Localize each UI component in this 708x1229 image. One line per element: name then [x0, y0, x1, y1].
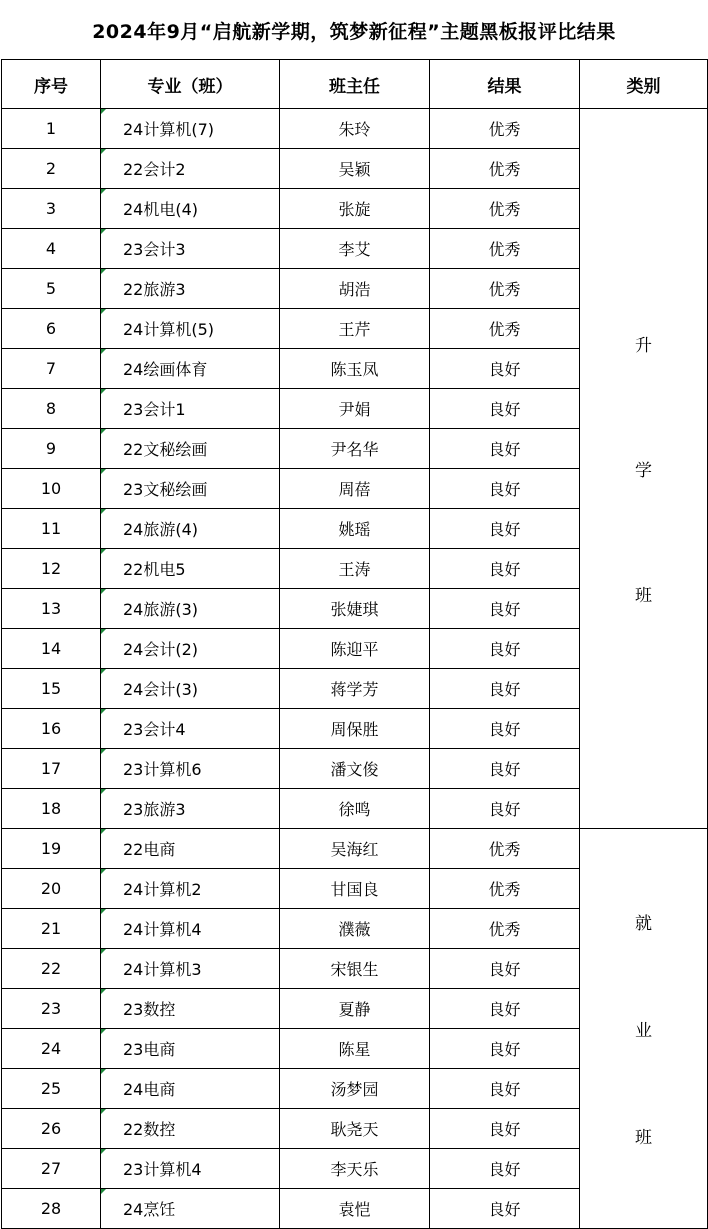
row-result: 优秀 — [430, 109, 580, 149]
category-char: 学 — [635, 461, 652, 481]
row-teacher: 袁恺 — [280, 1189, 430, 1229]
row-teacher: 蒋学芳 — [280, 669, 430, 709]
row-class: 22文秘绘画 — [101, 429, 280, 469]
row-teacher: 王涛 — [280, 549, 430, 589]
row-result: 优秀 — [430, 829, 580, 869]
row-number: 14 — [2, 629, 101, 669]
header-category: 类别 — [580, 60, 708, 109]
row-number: 27 — [2, 1149, 101, 1189]
header-no: 序号 — [2, 60, 101, 109]
table-row — [2, 829, 708, 869]
row-teacher: 夏静 — [280, 989, 430, 1029]
row-teacher: 陈玉凤 — [280, 349, 430, 389]
row-result: 良好 — [430, 1109, 580, 1149]
row-class: 23会计4 — [101, 709, 280, 749]
row-result: 良好 — [430, 549, 580, 589]
row-result: 优秀 — [430, 869, 580, 909]
row-result: 良好 — [430, 509, 580, 549]
row-class: 22旅游3 — [101, 269, 280, 309]
row-teacher: 耿尧天 — [280, 1109, 430, 1149]
row-class: 22电商 — [101, 829, 280, 869]
row-class: 24计算机2 — [101, 869, 280, 909]
row-teacher: 汤梦园 — [280, 1069, 430, 1109]
row-number: 6 — [2, 309, 101, 349]
row-number: 20 — [2, 869, 101, 909]
row-number: 8 — [2, 389, 101, 429]
page-title: 2024年9月“启航新学期，筑梦新征程”主题黑板报评比结果 — [92, 20, 616, 43]
row-teacher: 李天乐 — [280, 1149, 430, 1189]
row-teacher: 张旋 — [280, 189, 430, 229]
row-teacher: 陈星 — [280, 1029, 430, 1069]
row-class: 24机电(4) — [101, 189, 280, 229]
row-class: 23旅游3 — [101, 789, 280, 829]
row-class: 23会计3 — [101, 229, 280, 269]
row-teacher: 尹娟 — [280, 389, 430, 429]
category-label — [580, 909, 707, 1148]
row-teacher: 胡浩 — [280, 269, 430, 309]
row-number: 16 — [2, 709, 101, 749]
category-char: 就 — [635, 914, 652, 934]
row-teacher: 周保胜 — [280, 709, 430, 749]
row-number: 9 — [2, 429, 101, 469]
row-teacher: 吴海红 — [280, 829, 430, 869]
row-result: 良好 — [430, 589, 580, 629]
row-result: 良好 — [430, 429, 580, 469]
row-number: 10 — [2, 469, 101, 509]
table-row — [2, 109, 708, 149]
header-row — [2, 60, 708, 109]
row-number: 2 — [2, 149, 101, 189]
row-class: 24旅游(4) — [101, 509, 280, 549]
row-number: 23 — [2, 989, 101, 1029]
row-result: 优秀 — [430, 909, 580, 949]
results-table — [1, 59, 708, 1229]
row-number: 24 — [2, 1029, 101, 1069]
row-result: 良好 — [430, 669, 580, 709]
row-class: 22机电5 — [101, 549, 280, 589]
row-teacher: 李艾 — [280, 229, 430, 269]
row-class: 24烹饪 — [101, 1189, 280, 1229]
row-number: 15 — [2, 669, 101, 709]
row-result: 良好 — [430, 749, 580, 789]
row-teacher: 陈迎平 — [280, 629, 430, 669]
row-result: 良好 — [430, 709, 580, 749]
row-result: 优秀 — [430, 229, 580, 269]
row-teacher: 周蓓 — [280, 469, 430, 509]
row-result: 良好 — [430, 629, 580, 669]
row-result: 良好 — [430, 1029, 580, 1069]
row-class: 24会计(2) — [101, 629, 280, 669]
row-number: 22 — [2, 949, 101, 989]
row-class: 24计算机(7) — [101, 109, 280, 149]
row-class: 23计算机6 — [101, 749, 280, 789]
row-class: 24计算机4 — [101, 909, 280, 949]
row-number: 4 — [2, 229, 101, 269]
row-result: 良好 — [430, 949, 580, 989]
row-class: 23会计1 — [101, 389, 280, 429]
row-number: 26 — [2, 1109, 101, 1149]
header-teacher: 班主任 — [280, 60, 430, 109]
category-char: 业 — [635, 1021, 652, 1041]
row-number: 3 — [2, 189, 101, 229]
category-char: 升 — [635, 336, 652, 356]
table-body — [2, 109, 708, 1229]
header-result: 结果 — [430, 60, 580, 109]
row-number: 1 — [2, 109, 101, 149]
row-class: 24计算机(5) — [101, 309, 280, 349]
category-cell — [580, 109, 708, 829]
row-number: 18 — [2, 789, 101, 829]
row-teacher: 甘国良 — [280, 869, 430, 909]
category-cell — [580, 829, 708, 1229]
row-number: 28 — [2, 1189, 101, 1229]
row-result: 优秀 — [430, 309, 580, 349]
row-result: 良好 — [430, 989, 580, 1029]
row-result: 良好 — [430, 349, 580, 389]
row-teacher: 尹名华 — [280, 429, 430, 469]
row-number: 11 — [2, 509, 101, 549]
row-number: 5 — [2, 269, 101, 309]
row-class: 22会计2 — [101, 149, 280, 189]
row-teacher: 朱玲 — [280, 109, 430, 149]
row-result: 优秀 — [430, 149, 580, 189]
row-teacher: 徐鸣 — [280, 789, 430, 829]
row-teacher: 姚瑶 — [280, 509, 430, 549]
row-result: 良好 — [430, 469, 580, 509]
row-number: 12 — [2, 549, 101, 589]
row-class: 24旅游(3) — [101, 589, 280, 629]
row-result: 良好 — [430, 1069, 580, 1109]
row-number: 21 — [2, 909, 101, 949]
header-class: 专业（班） — [101, 60, 280, 109]
row-number: 17 — [2, 749, 101, 789]
row-number: 7 — [2, 349, 101, 389]
row-teacher: 张婕琪 — [280, 589, 430, 629]
row-result: 良好 — [430, 1189, 580, 1229]
row-result: 良好 — [430, 1149, 580, 1189]
category-char: 班 — [635, 586, 652, 606]
row-result: 良好 — [430, 789, 580, 829]
row-class: 23文秘绘画 — [101, 469, 280, 509]
category-char: 班 — [635, 1128, 652, 1148]
row-class: 23计算机4 — [101, 1149, 280, 1189]
row-number: 19 — [2, 829, 101, 869]
row-class: 23数控 — [101, 989, 280, 1029]
row-teacher: 王芹 — [280, 309, 430, 349]
row-result: 良好 — [430, 389, 580, 429]
category-label — [580, 331, 707, 606]
row-class: 24绘画体育 — [101, 349, 280, 389]
row-result: 优秀 — [430, 269, 580, 309]
row-class: 23电商 — [101, 1029, 280, 1069]
row-class: 24会计(3) — [101, 669, 280, 709]
row-result: 优秀 — [430, 189, 580, 229]
row-teacher: 濮薇 — [280, 909, 430, 949]
row-class: 24电商 — [101, 1069, 280, 1109]
row-teacher: 潘文俊 — [280, 749, 430, 789]
row-number: 13 — [2, 589, 101, 629]
row-class: 24计算机3 — [101, 949, 280, 989]
row-teacher: 宋银生 — [280, 949, 430, 989]
row-number: 25 — [2, 1069, 101, 1109]
row-class: 22数控 — [101, 1109, 280, 1149]
row-teacher: 吴颖 — [280, 149, 430, 189]
